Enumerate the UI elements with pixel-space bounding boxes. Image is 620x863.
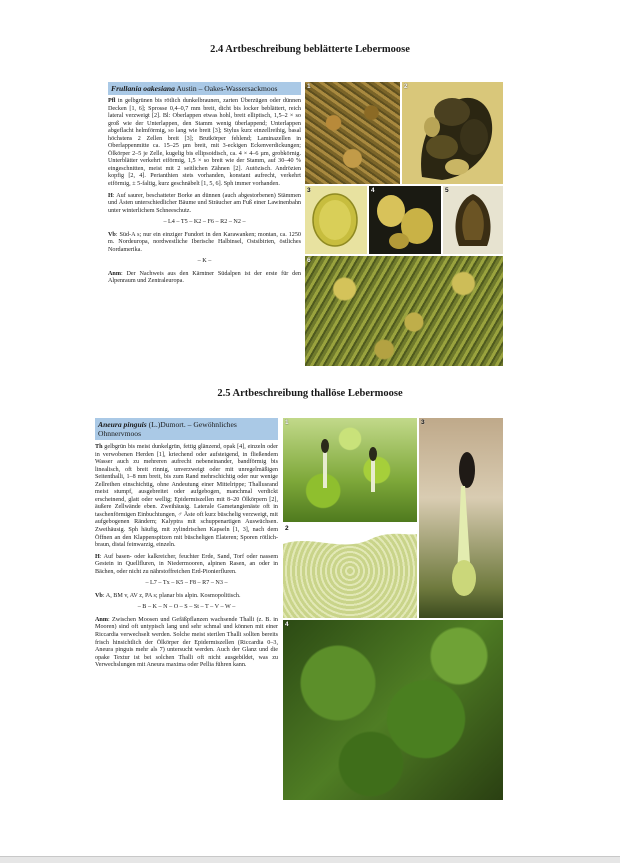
capsule-drawing xyxy=(419,418,503,618)
species-author-common: (L.)Dumort. – Gewöhnliches Ohnnervmoos xyxy=(98,420,237,438)
photo-1-frullania-mat: 1 xyxy=(305,82,400,184)
habitat-paragraph: H: Auf saurer, beschatteter Borke an dünnen (auch abgestorbenen) Stämmen und Ästen unterschiedlicher Bäume und Sträucher am Fuß einer Lawinenbahn unter winterlichem Schneeschutz. xyxy=(108,192,301,214)
species-author-common: Austin – Oakes-Wassersackmoos xyxy=(176,84,278,93)
habitat-paragraph: H: Auf basen- oder kalkreicher, feuchter Erde, Sand, Torf oder nassem Gestein in Quellfluren, in Niedermooren, alpinen Rasen, an oder in Bächen, oder nicht zu nährstoffreichen Erd-Pionierfluren. xyxy=(95,553,278,575)
photo-1-aneura-thalli: 1 xyxy=(283,418,417,522)
aneura-thalli-drawing xyxy=(283,418,417,522)
section-title-leafy: 2.4 Artbeschreibung beblätterte Lebermoose xyxy=(210,44,410,55)
androecia-drawing xyxy=(369,186,441,254)
photo-4-androecia: 4 xyxy=(369,186,441,254)
description-paragraph: Th gelbgrün bis meist dunkelgrün, fettig glänzend, opak [4], einzeln oder in verwobenen Herden [1], kriechend oder aufsteigend, in fließendem Wasser auch zu mehreren aufrecht nebeneinander, bandförmig bis linealisch, oft breit rinnig, unverzweigt oder mit unregelmäßigen Seitenthalli, 1–8 mm breit, bis zum Rand mehrschichtig oder nur wenige Zellreihen einschichtig, ohne Andeutung einer Mittelrippe; Thallusrand meist stumpf, ausgebreitet oder aufgebogen, manchmal verdickt erscheinend, glatt oder wellig; Epidermiszellen mit 8–20 Ölkörpern [2], äußere Zellwände eben. Zweihäusig. Laterale Gametangienäste oft in taschenförmigen Einbuchtungen, ♂ Äste oft kurz büschelig verzweigt, mit aufgebogenen Rändern; Kalyptra mit schuppenartigen Auswüchsen. Zweihäusig. Sph häufig, mit zylindrischen Kapseln [1, 3], nach dem Öffnen an den Klappenspitzen mit büscheligen Elateren; Sporen rötlich-braun, distal feinwarzig, einzeln. xyxy=(95,444,278,549)
species-text-aneura xyxy=(95,444,278,674)
perianth-drawing xyxy=(443,186,503,254)
section-title-thalloid: 2.5 Artbeschreibung thallöse Lebermoose xyxy=(217,388,403,399)
distribution-paragraph: Vb: Süd-A s; nur ein einziger Fundort in den Karawanken; montan, ca. 1250 m. Nordeuropa, nordwestliche Iberische Halbinsel, Ostsibirien, östliches Nordamerika. xyxy=(108,231,301,253)
redlist-regions: – K – xyxy=(197,258,212,265)
photo-2-epidermis-cells: 2 xyxy=(283,524,417,618)
photo-4-aneura-habitat: 4 xyxy=(283,620,503,800)
photo-3-lobule: 3 xyxy=(305,186,367,254)
photo-6-frullania-habitat: 6 xyxy=(305,256,503,366)
species-name: Frullania oakesiana xyxy=(111,84,175,93)
photo-5-perianth: 5 xyxy=(443,186,503,254)
distribution-paragraph: Vb: A, BM v, AV z, PA s; planar bis alpin. Kosmopolitisch. xyxy=(95,592,241,599)
species-text-frullania xyxy=(108,98,301,290)
shoot-micrograph-drawing xyxy=(402,82,503,184)
species-header-frullania xyxy=(108,82,301,95)
epidermis-drawing xyxy=(283,524,417,618)
photo-2-shoot-micrograph: 2 xyxy=(402,82,503,184)
photo-3-capsule: 3 xyxy=(419,418,503,618)
indicator-values: – L4 – T5 – K2 – F6 – R2 – N2 – xyxy=(163,219,246,226)
species-name: Aneura pinguis xyxy=(98,420,147,429)
indicator-values: – L7 – Tx – K5 – F8 – R7 – N3 – xyxy=(145,580,228,587)
description-paragraph: Pfl in gelbgrünen bis rötlich dunkelbraunen, zarten Überzügen oder dünnen Decken [1, 6]; Sprosse 0,4–0,7 mm breit, dicht bis locker beblättert, reich lateral verzweigt [2]. Bl: Oberlappen etwas hohl, breit elliptisch, 1,5–2 × so groß wie der Unterlappen, den Stamm wenig überlappend; Unterlappen abgeflacht helmförmig, so lang wie breit [3]; Stylus kurz einzellreihig, basal höchstens 2 Zellen breit [3]; Brutkörper fehlend; Laminazellen in Oberlappenmitte ca. 15–25 µm breit, mit 3-eckigen Eckenverdickungen; Ölkörper 2–5 je Zelle, kugelig bis ellipsoidisch, ca. 4 × 4–6 µm, grobkörnig. Unterblätter verkehrt eiförmig, 1,5 × so breit wie der Stamm, auf 30–40 % eingeschnitten, meist mit 2 seitlichen Zähnen [2]. Autözisch. Andrözien kopfig [2, 4]. Perianthien stets vorhanden, konstant aufrecht, verkehrt eiförmig, ± 5-faltig, kurz geschnäbelt [1, 5, 6]. Sph immer vorhanden. xyxy=(108,98,301,188)
species-header-aneura xyxy=(95,418,278,440)
note-paragraph: Anm: Zwischen Moosen und Gefäßpflanzen wachsende Thalli (z. B. in Mooren) sind oft untypisch lang und sehr schmal und können mit einer Riccardia verwechselt werden. Solche meist sterilen Thalli sollten bereits frisch hinsichtlich der Ölkörper der Epidermiszellen (Riccardia 0–3, Aneura pinguis mehr als 7) untersucht werden. Auch der Glanz und die opake Textur ist bei solchen Thalli oft nicht ausgebildet, was zu Verwechslungen mit Aneura maxima oder Pellia führen kann. xyxy=(95,616,278,669)
redlist-regions: – B – K – N – O – S – St – T – V – W – xyxy=(137,604,236,611)
lobule-drawing xyxy=(305,186,367,254)
note-paragraph: Anm: Der Nachweis aus den Kärntner Südalpen ist der erste für den Alpenraum und Zentraleuropa. xyxy=(108,270,301,285)
